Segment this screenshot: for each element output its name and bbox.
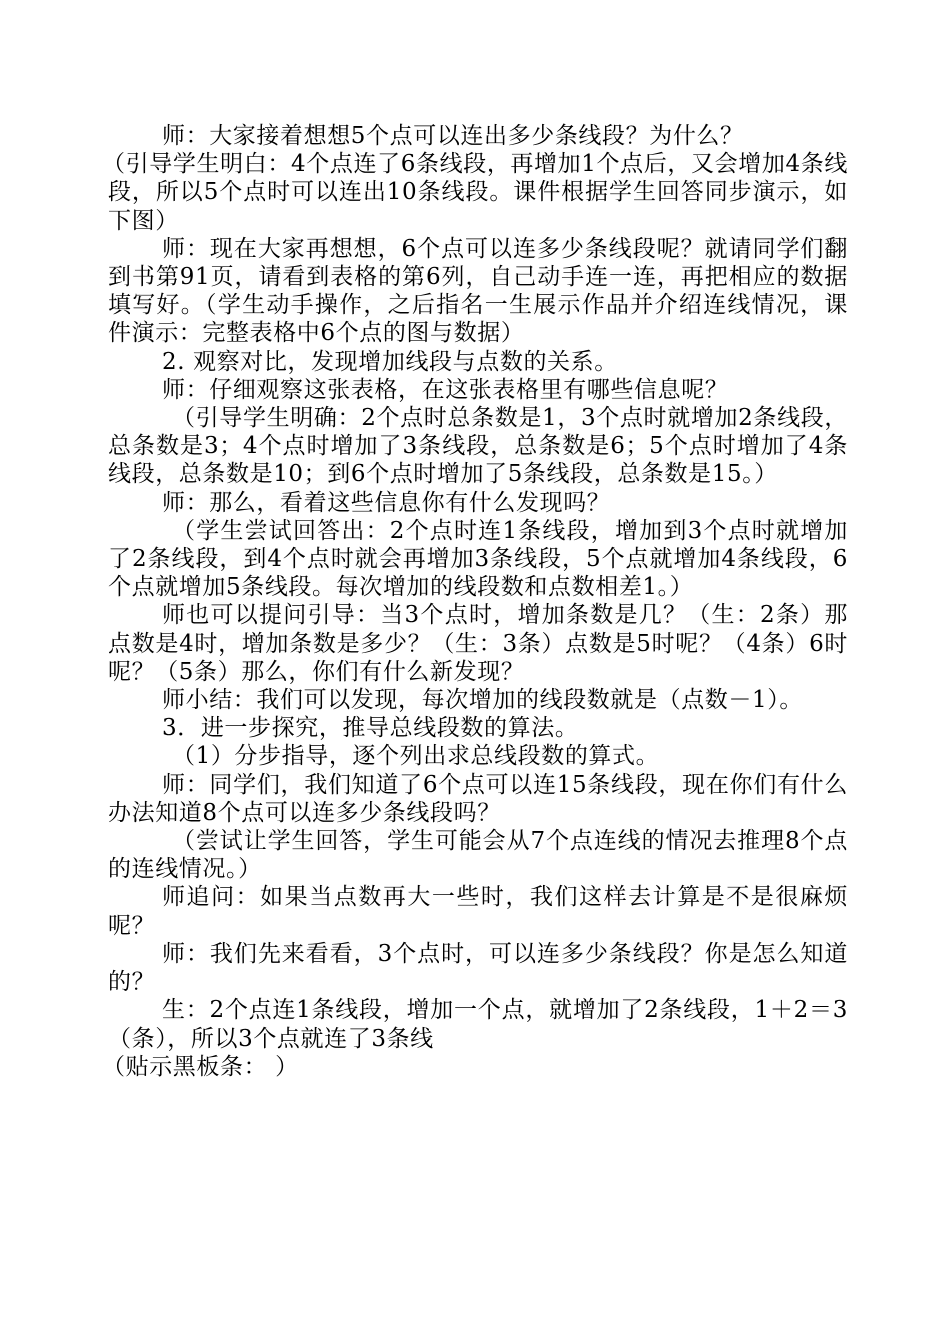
paragraph-14: （尝试让学生回答，学生可能会从7个点连线的情况去推理8个点的连线情况。） [108,828,848,883]
paragraph-5: 师：仔细观察这张表格，在这张表格里有哪些信息呢？ [162,376,729,403]
paragraph-16: 师：我们先来看看，3个点时，可以连多少条线段？你是怎么知道的？ [108,940,848,996]
paragraph-17: 生：2个点连1条线段，增加一个点，就增加了2条线段，1＋2＝3（条），所以3个点就连了3条线 [108,997,848,1052]
paragraph-18: （贴示黑板条： ） [102,1053,299,1080]
paragraph-4-heading: 2. 观察对比，发现增加线段与点数的关系。 [162,348,618,375]
paragraph-10: 师小结：我们可以发现，每次增加的线段数就是（点数－1）。 [162,687,803,714]
paragraph-2: （引导学生明白：4个点连了6条线段，再增加1个点后，又会增加4条线段，所以5个点时可以连出10条线段。课件根据学生回答同步演示，如下图） [102,151,848,234]
paragraph-3: 师：现在大家再想想，6个点可以连多少条线段呢？就请同学们翻到书第91页，请看到表格的第6列，自己动手连一连，再把相应的数据填写好。（学生动手操作，之后指名一生展示作品并介绍连线情况，课件演示：完整表格中6个点的图与数据） [108,235,848,347]
paragraph-8: （学生尝试回答出：2个点时连1条线段，增加到3个点时就增加了2条线段，到4个点时就会再增加3条线段，5个点就增加4条线段，6个点就增加5条线段。每次增加的线段数和点数相差1。） [108,517,848,601]
paragraph-12: （1）分步指导，逐个列出求总线段数的算式。 [172,743,660,770]
paragraph-7: 师：那么，看着这些信息你有什么发现吗？ [162,489,611,516]
paragraph-13: 师：同学们，我们知道了6个点可以连15条线段，现在你们有什么办法知道8个点可以连多少条线段吗？ [108,771,848,826]
paragraph-6: （引导学生明确：2个点时总条数是1，3个点时就增加2条线段，总条数是3；4个点时增加了3条线段，总条数是6；5个点时增加了4条线段，总条数是10；到6个点时增加了5条线段，总条数是15。） [108,405,848,488]
paragraph-9: 师也可以提问引导：当3个点时，增加条数是几？（生：2条）那点数是4时，增加条数是多少？（生：3条）点数是5时呢？（4条）6时呢？（5条）那么，你们有什么新发现？ [108,602,848,685]
document-body [102,122,848,1081]
paragraph-15: 师追问：如果当点数再大一些时，我们这样去计算是不是很麻烦呢？ [108,884,848,939]
paragraph-1: 师：大家接着想想5个点可以连出多少条线段？为什么？ [162,123,744,149]
paragraph-11-heading: 3．进一步探究，推导总线段数的算法。 [162,715,579,742]
